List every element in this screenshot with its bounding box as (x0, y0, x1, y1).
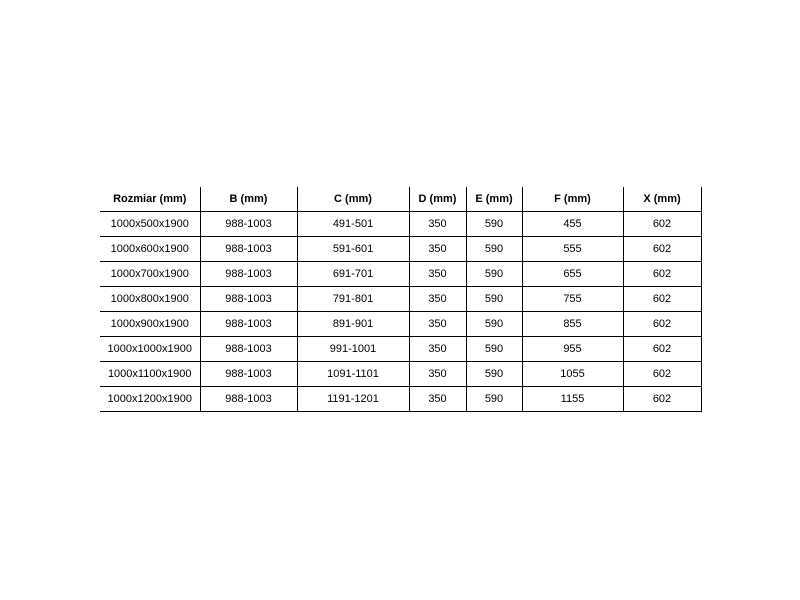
cell-rozmiar: 1000x1200x1900 (100, 387, 200, 412)
cell-b: 988-1003 (200, 212, 297, 237)
table-row (100, 312, 701, 337)
cell-c: 1091-1101 (297, 362, 409, 387)
header-e: E (mm) (466, 187, 522, 212)
cell-b: 988-1003 (200, 262, 297, 287)
table-body (100, 212, 701, 412)
cell-c: 791-801 (297, 287, 409, 312)
cell-x: 602 (623, 387, 701, 412)
cell-d: 350 (409, 287, 466, 312)
header-x: X (mm) (623, 187, 701, 212)
cell-e: 590 (466, 237, 522, 262)
cell-rozmiar: 1000x500x1900 (100, 212, 200, 237)
cell-b: 988-1003 (200, 237, 297, 262)
cell-e: 590 (466, 287, 522, 312)
cell-f: 455 (522, 212, 623, 237)
cell-rozmiar: 1000x700x1900 (100, 262, 200, 287)
cell-e: 590 (466, 387, 522, 412)
header-row (100, 187, 701, 212)
cell-c: 691-701 (297, 262, 409, 287)
table-row (100, 262, 701, 287)
cell-d: 350 (409, 362, 466, 387)
cell-f: 555 (522, 237, 623, 262)
cell-c: 591-601 (297, 237, 409, 262)
table-row (100, 387, 701, 412)
table-row (100, 212, 701, 237)
cell-f: 755 (522, 287, 623, 312)
header-f: F (mm) (522, 187, 623, 212)
cell-e: 590 (466, 212, 522, 237)
cell-f: 955 (522, 337, 623, 362)
cell-rozmiar: 1000x800x1900 (100, 287, 200, 312)
cell-b: 988-1003 (200, 287, 297, 312)
cell-b: 988-1003 (200, 362, 297, 387)
header-c: C (mm) (297, 187, 409, 212)
cell-x: 602 (623, 287, 701, 312)
cell-d: 350 (409, 212, 466, 237)
cell-b: 988-1003 (200, 337, 297, 362)
cell-d: 350 (409, 387, 466, 412)
cell-f: 655 (522, 262, 623, 287)
cell-b: 988-1003 (200, 387, 297, 412)
cell-rozmiar: 1000x1000x1900 (100, 337, 200, 362)
header-b: B (mm) (200, 187, 297, 212)
cell-rozmiar: 1000x900x1900 (100, 312, 200, 337)
cell-d: 350 (409, 262, 466, 287)
cell-f: 855 (522, 312, 623, 337)
header-d: D (mm) (409, 187, 466, 212)
cell-x: 602 (623, 212, 701, 237)
cell-f: 1055 (522, 362, 623, 387)
cell-e: 590 (466, 337, 522, 362)
cell-x: 602 (623, 262, 701, 287)
cell-f: 1155 (522, 387, 623, 412)
cell-d: 350 (409, 312, 466, 337)
table-row (100, 337, 701, 362)
table-row (100, 362, 701, 387)
cell-c: 491-501 (297, 212, 409, 237)
cell-x: 602 (623, 237, 701, 262)
header-rozmiar: Rozmiar (mm) (100, 187, 200, 212)
table-row (100, 287, 701, 312)
cell-d: 350 (409, 237, 466, 262)
table-header (100, 187, 701, 212)
table-row (100, 237, 701, 262)
cell-rozmiar: 1000x600x1900 (100, 237, 200, 262)
cell-e: 590 (466, 312, 522, 337)
cell-x: 602 (623, 312, 701, 337)
dimensions-table (100, 187, 702, 412)
cell-b: 988-1003 (200, 312, 297, 337)
cell-x: 602 (623, 362, 701, 387)
cell-c: 891-901 (297, 312, 409, 337)
cell-rozmiar: 1000x1100x1900 (100, 362, 200, 387)
cell-x: 602 (623, 337, 701, 362)
cell-e: 590 (466, 362, 522, 387)
cell-d: 350 (409, 337, 466, 362)
cell-c: 991-1001 (297, 337, 409, 362)
cell-e: 590 (466, 262, 522, 287)
cell-c: 1191-1201 (297, 387, 409, 412)
